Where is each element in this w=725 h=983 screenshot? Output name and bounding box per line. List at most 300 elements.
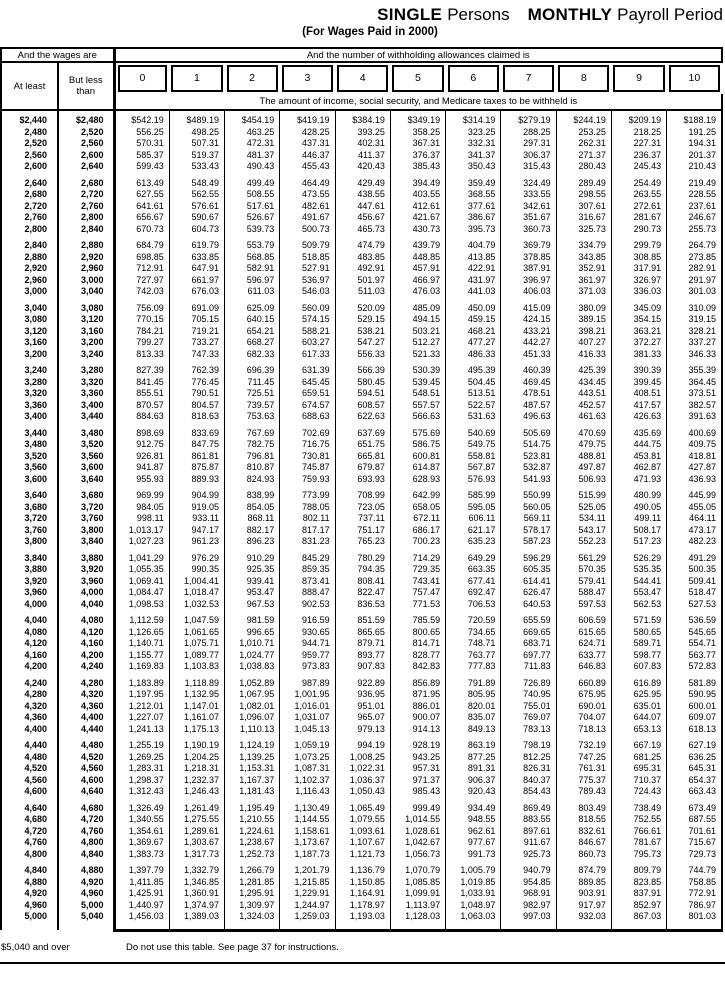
withholding-amount-cell: 912.75 — [114, 439, 169, 451]
withholding-amount-cell: 981.59 — [225, 615, 280, 627]
wage-group — [1, 485, 722, 548]
withholding-amount-cell: 450.09 — [446, 303, 501, 315]
withholding-amount-cell: 818.63 — [169, 411, 224, 423]
table-row — [1, 587, 722, 599]
withholding-amount-cell: 1,144.55 — [280, 814, 335, 826]
allowance-column-header — [390, 62, 445, 94]
withholding-amount-cell: 594.51 — [335, 388, 390, 400]
table-row — [1, 439, 722, 451]
allowances-section-header: And the number of withholding allowances claimed is — [114, 48, 722, 62]
withholding-amount-cell: 500.73 — [280, 224, 335, 236]
wage-but-less-cell: 2,760 — [58, 201, 114, 213]
withholding-amount-cell: 851.59 — [335, 615, 390, 627]
wage-at-least-cell: 2,560 — [1, 150, 58, 162]
withholding-amount-cell: 933.11 — [169, 513, 224, 525]
table-row — [1, 525, 722, 537]
wage-at-least-cell: 4,280 — [1, 689, 58, 701]
wage-but-less-cell: 3,880 — [58, 553, 114, 565]
withholding-amount-cell: 1,010.71 — [225, 638, 280, 650]
withholding-amount-cell: 390.39 — [611, 365, 666, 377]
withholding-amount-cell: 674.57 — [280, 400, 335, 412]
withholding-amount-cell: 527.91 — [280, 263, 335, 275]
withholding-amount-cell: 668.27 — [225, 337, 280, 349]
table-header — [1, 48, 722, 110]
withholding-amount-cell: 733.27 — [169, 337, 224, 349]
withholding-amount-cell: 520.09 — [335, 303, 390, 315]
withholding-amount-cell: 290.73 — [611, 224, 666, 236]
withholding-amount-cell: 1,252.73 — [225, 849, 280, 861]
withholding-amount-cell: 506.93 — [556, 474, 611, 486]
withholding-amount-cell: 663.35 — [446, 564, 501, 576]
withholding-amount-cell: 590.95 — [667, 689, 722, 701]
withholding-amount-cell: 898.69 — [114, 428, 169, 440]
withholding-amount-cell: 649.29 — [446, 553, 501, 565]
withholding-amount-cell: 1,121.73 — [335, 849, 390, 861]
allowance-count-label: 7 — [503, 65, 554, 92]
withholding-amount-cell: 570.31 — [114, 138, 169, 150]
wage-at-least-cell: 4,680 — [1, 814, 58, 826]
withholding-amount-cell: 552.23 — [556, 536, 611, 548]
withholding-amount-cell: 954.85 — [501, 877, 556, 889]
withholding-amount-cell: 1,085.85 — [390, 877, 445, 889]
wage-but-less-cell: 4,280 — [58, 678, 114, 690]
withholding-amount-cell: 997.03 — [501, 911, 556, 923]
withholding-amount-cell: 1,070.79 — [390, 865, 445, 877]
withholding-amount-cell: 775.37 — [556, 775, 611, 787]
withholding-amount-cell: 280.43 — [556, 161, 611, 173]
withholding-amount-cell: 753.63 — [225, 411, 280, 423]
withholding-amount-cell: 841.45 — [114, 377, 169, 389]
withholding-amount-cell: 597.53 — [556, 599, 611, 611]
withholding-amount-cell: 1,147.01 — [169, 701, 224, 713]
withholding-amount-cell: 600.01 — [667, 701, 722, 713]
withholding-amount-cell: 1,118.89 — [169, 678, 224, 690]
withholding-amount-cell: 704.07 — [556, 712, 611, 724]
table-row — [1, 888, 722, 900]
withholding-amount-cell: 826.31 — [501, 763, 556, 775]
withholding-amount-cell: 654.21 — [225, 326, 280, 338]
wage-but-less-cell: 3,360 — [58, 388, 114, 400]
withholding-amount-cell: 595.05 — [446, 502, 501, 514]
withholding-amount-cell: 376.37 — [390, 150, 445, 162]
wage-at-least-cell: 4,720 — [1, 826, 58, 838]
withholding-amount-cell: 930.65 — [280, 627, 335, 639]
withholding-amount-cell: 1,241.13 — [114, 724, 169, 736]
withholding-amount-cell: 1,289.61 — [169, 826, 224, 838]
withholding-amount-cell: 1,096.07 — [225, 712, 280, 724]
header-row-columns — [1, 62, 722, 94]
withholding-amount-cell: 539.73 — [225, 224, 280, 236]
withholding-amount-cell: 616.89 — [611, 678, 666, 690]
withholding-amount-cell: 389.15 — [556, 314, 611, 326]
withholding-amount-cell: 483.85 — [335, 252, 390, 264]
table-row — [1, 826, 722, 838]
withholding-amount-cell: 479.75 — [556, 439, 611, 451]
wage-group — [1, 173, 722, 236]
withholding-amount-cell: 835.07 — [446, 712, 501, 724]
allowance-count-label: 6 — [448, 65, 499, 92]
at-least-column-header: At least — [1, 62, 58, 110]
wage-but-less-cell: 2,520 — [58, 127, 114, 139]
wage-at-least-cell: 4,000 — [1, 599, 58, 611]
withholding-amount-cell: 808.41 — [335, 576, 390, 588]
withholding-amount-cell: 501.97 — [335, 275, 390, 287]
withholding-amount-cell: 417.57 — [611, 400, 666, 412]
withholding-amount-cell: 415.09 — [501, 303, 556, 315]
wage-but-less-cell: 4,040 — [58, 599, 114, 611]
withholding-amount-cell: 1,340.55 — [114, 814, 169, 826]
withholding-amount-cell: 681.25 — [611, 752, 666, 764]
withholding-amount-cell: 672.11 — [390, 513, 445, 525]
wage-at-least-cell: 2,720 — [1, 201, 58, 213]
wage-at-least-cell: 4,560 — [1, 775, 58, 787]
wage-but-less-cell: 4,920 — [58, 877, 114, 889]
withholding-amount-cell: 509.79 — [280, 240, 335, 252]
wage-at-least-cell: 4,800 — [1, 849, 58, 861]
withholding-amount-cell: 1,055.35 — [114, 564, 169, 576]
withholding-amount-cell: 998.11 — [114, 513, 169, 525]
withholding-amount-cell: 513.51 — [446, 388, 501, 400]
allowance-column-header — [556, 62, 611, 94]
withholding-amount-cell: 1,210.55 — [225, 814, 280, 826]
table-row — [1, 763, 722, 775]
withholding-amount-cell: 903.91 — [556, 888, 611, 900]
withholding-amount-cell: 563.77 — [667, 650, 722, 662]
withholding-amount-cell: 833.69 — [169, 428, 224, 440]
withholding-amount-cell: 535.35 — [611, 564, 666, 576]
wage-but-less-cell: 3,520 — [58, 439, 114, 451]
withholding-amount-cell: 393.25 — [335, 127, 390, 139]
table-bottom-edge — [1, 923, 722, 931]
spacer-cell — [114, 923, 169, 931]
table-row — [1, 400, 722, 412]
spacer-cell — [446, 923, 501, 931]
allowance-count-label: 0 — [118, 65, 168, 92]
withholding-amount-cell: 566.39 — [335, 365, 390, 377]
withholding-amount-cell: 670.73 — [114, 224, 169, 236]
withholding-amount-cell: 785.59 — [390, 615, 445, 627]
withholding-amount-cell: 485.09 — [390, 303, 445, 315]
withholding-amount-cell: 756.09 — [114, 303, 169, 315]
wage-but-less-cell: 2,600 — [58, 150, 114, 162]
withholding-amount-cell: 771.53 — [390, 599, 445, 611]
withholding-amount-cell: 715.67 — [667, 837, 722, 849]
spacer-cell — [225, 923, 280, 931]
withholding-amount-cell: 919.05 — [169, 502, 224, 514]
wage-but-less-cell: 4,560 — [58, 763, 114, 775]
withholding-amount-cell: 1,107.67 — [335, 837, 390, 849]
withholding-amount-cell: 323.25 — [446, 127, 501, 139]
wage-at-least-cell: 2,800 — [1, 224, 58, 236]
withholding-amount-cell: 838.99 — [225, 490, 280, 502]
wage-at-least-cell: 3,040 — [1, 303, 58, 315]
withholding-amount-cell: 783.13 — [501, 724, 556, 736]
withholding-amount-cell: 1,087.31 — [280, 763, 335, 775]
wage-but-less-cell: 4,480 — [58, 740, 114, 752]
withholding-amount-cell: 607.83 — [611, 661, 666, 673]
table-row — [1, 462, 722, 474]
withholding-amount-cell: 625.95 — [611, 689, 666, 701]
table-row — [1, 849, 722, 861]
withholding-amount-cell: 1,360.91 — [169, 888, 224, 900]
withholding-amount-cell: 932.03 — [556, 911, 611, 923]
withholding-amount-cell: 425.39 — [556, 365, 611, 377]
withholding-amount-cell: 642.99 — [390, 490, 445, 502]
withholding-amount-cell: 474.79 — [335, 240, 390, 252]
withholding-amount-cell: 877.25 — [446, 752, 501, 764]
wage-but-less-cell: 4,640 — [58, 786, 114, 798]
withholding-amount-cell: 1,312.43 — [114, 786, 169, 798]
withholding-amount-cell: 264.79 — [667, 240, 722, 252]
wage-but-less-cell: 3,920 — [58, 564, 114, 576]
withholding-amount-cell: 794.35 — [335, 564, 390, 576]
withholding-amount-cell: 306.37 — [501, 150, 556, 162]
withholding-amount-cell: 832.61 — [556, 826, 611, 838]
wage-but-less-cell: 3,000 — [58, 275, 114, 287]
withholding-amount-cell: 566.63 — [390, 411, 445, 423]
wage-but-less-cell: 3,480 — [58, 428, 114, 440]
withholding-amount-cell: 444.75 — [611, 439, 666, 451]
withholding-amount-cell: 646.83 — [556, 661, 611, 673]
withholding-amount-cell: 599.43 — [114, 161, 169, 173]
wage-at-least-cell: 3,560 — [1, 462, 58, 474]
withholding-amount-cell: 961.23 — [169, 536, 224, 548]
table-row — [1, 224, 722, 236]
withholding-amount-cell: 1,317.73 — [169, 849, 224, 861]
withholding-amount-cell: 428.25 — [280, 127, 335, 139]
wage-group — [1, 548, 722, 611]
withholding-amount-cell: 968.91 — [501, 888, 556, 900]
withholding-amount-cell: 1,022.31 — [335, 763, 390, 775]
allowance-count-label: 8 — [558, 65, 609, 92]
wage-at-least-cell: 4,840 — [1, 865, 58, 877]
wage-but-less-cell: 4,360 — [58, 701, 114, 713]
table-row — [1, 740, 722, 752]
withholding-amount-cell: 341.37 — [446, 150, 501, 162]
withholding-amount-cell: 870.57 — [114, 400, 169, 412]
withholding-amount-cell: 701.61 — [667, 826, 722, 838]
wage-group — [1, 110, 722, 173]
withholding-amount-cell: 959.77 — [280, 650, 335, 662]
withholding-amount-cell: 817.17 — [280, 525, 335, 537]
withholding-amount-cell: 751.17 — [335, 525, 390, 537]
withholding-amount-cell: 549.75 — [446, 439, 501, 451]
withholding-amount-cell: 409.75 — [667, 439, 722, 451]
withholding-amount-cell: 482.61 — [280, 201, 335, 213]
withholding-amount-cell: 368.55 — [446, 189, 501, 201]
withholding-amount-cell: 500.35 — [667, 564, 722, 576]
table-row — [1, 701, 722, 713]
title-payroll-period: Payroll Period — [617, 5, 723, 24]
withholding-amount-cell: $454.19 — [225, 115, 280, 127]
table-row — [1, 150, 722, 162]
withholding-amount-cell: 790.51 — [169, 388, 224, 400]
withholding-amount-cell: 653.13 — [611, 724, 666, 736]
wage-but-less-cell: 4,080 — [58, 615, 114, 627]
wage-group — [1, 298, 722, 361]
withholding-amount-cell: 1,218.31 — [169, 763, 224, 775]
withholding-amount-cell: 406.03 — [501, 286, 556, 298]
withholding-amount-cell: 1,032.53 — [169, 599, 224, 611]
table-row — [1, 115, 722, 127]
spacer-cell — [1, 923, 58, 931]
withholding-amount-cell: 947.17 — [169, 525, 224, 537]
table-row — [1, 678, 722, 690]
withholding-amount-cell: 729.35 — [390, 564, 445, 576]
withholding-amount-cell: 737.11 — [335, 513, 390, 525]
table-row — [1, 502, 722, 514]
withholding-amount-cell: 700.23 — [390, 536, 445, 548]
withholding-amount-cell: 827.39 — [114, 365, 169, 377]
withholding-amount-cell: 499.49 — [225, 178, 280, 190]
withholding-amount-cell: 1,019.85 — [446, 877, 501, 889]
withholding-amount-cell: 587.23 — [501, 536, 556, 548]
withholding-amount-cell: 687.55 — [667, 814, 722, 826]
withholding-amount-cell: 907.83 — [335, 661, 390, 673]
wage-at-least-cell: 3,960 — [1, 587, 58, 599]
withholding-amount-cell: 611.03 — [225, 286, 280, 298]
withholding-amount-cell: 828.77 — [390, 650, 445, 662]
withholding-amount-cell: 1,298.37 — [114, 775, 169, 787]
withholding-amount-cell: 1,031.07 — [280, 712, 335, 724]
withholding-amount-cell: $489.19 — [169, 115, 224, 127]
withholding-amount-cell: 567.87 — [446, 462, 501, 474]
table-row — [1, 212, 722, 224]
withholding-amount-cell: 367.31 — [390, 138, 445, 150]
withholding-amount-cell: 1,126.65 — [114, 627, 169, 639]
withholding-amount-cell: 1,324.03 — [225, 911, 280, 923]
withholding-amount-cell: 492.91 — [335, 263, 390, 275]
table-row — [1, 661, 722, 673]
withholding-amount-cell: 326.97 — [611, 275, 666, 287]
wage-at-least-cell: 4,600 — [1, 786, 58, 798]
withholding-amount-cell: 570.35 — [556, 564, 611, 576]
withholding-amount-cell: 1,224.61 — [225, 826, 280, 838]
withholding-amount-cell: 435.69 — [611, 428, 666, 440]
allowance-count-label: 9 — [613, 65, 664, 92]
withholding-amount-cell: 527.53 — [667, 599, 722, 611]
wage-at-least-cell: 3,720 — [1, 513, 58, 525]
withholding-amount-cell: 647.91 — [169, 263, 224, 275]
withholding-amount-cell: 457.91 — [390, 263, 445, 275]
withholding-amount-cell: 739.57 — [225, 400, 280, 412]
withholding-amount-cell: 579.41 — [556, 576, 611, 588]
withholding-amount-cell: 381.33 — [611, 349, 666, 361]
withholding-amount-cell: 608.57 — [335, 400, 390, 412]
withholding-amount-cell: 615.65 — [556, 627, 611, 639]
withholding-amount-cell: $209.19 — [611, 115, 666, 127]
table-row — [1, 752, 722, 764]
wage-group — [1, 423, 722, 486]
withholding-amount-cell: 463.25 — [225, 127, 280, 139]
withholding-amount-cell: 395.73 — [446, 224, 501, 236]
withholding-amount-cell: 509.41 — [667, 576, 722, 588]
withholding-amount-cell: 482.23 — [667, 536, 722, 548]
withholding-amount-cell: 1,047.59 — [169, 615, 224, 627]
withholding-amount-cell: 726.89 — [501, 678, 556, 690]
over-range-label: $5,040 and over — [1, 942, 70, 953]
withholding-amount-cell: 987.89 — [280, 678, 335, 690]
withholding-amount-cell: 271.37 — [556, 150, 611, 162]
table-row — [1, 178, 722, 190]
withholding-amount-cell: 614.41 — [501, 576, 556, 588]
wage-at-least-cell: 4,400 — [1, 724, 58, 736]
withholding-amount-cell: 246.67 — [667, 212, 722, 224]
table-row — [1, 303, 722, 315]
withholding-amount-cell: 1,069.41 — [114, 576, 169, 588]
wage-at-least-cell: 4,200 — [1, 661, 58, 673]
wage-at-least-cell: 2,880 — [1, 252, 58, 264]
withholding-amount-cell: 936.95 — [335, 689, 390, 701]
withholding-amount-cell: 854.05 — [225, 502, 280, 514]
withholding-amount-cell: 1,281.85 — [225, 877, 280, 889]
wage-at-least-cell: 4,040 — [1, 615, 58, 627]
withholding-amount-cell: 1,128.03 — [390, 911, 445, 923]
withholding-amount-cell: 628.93 — [390, 474, 445, 486]
withholding-amount-cell: 914.13 — [390, 724, 445, 736]
withholding-amount-cell: 227.31 — [611, 138, 666, 150]
withholding-amount-cell: 688.63 — [280, 411, 335, 423]
wage-at-least-cell: 3,880 — [1, 564, 58, 576]
withholding-amount-cell: 863.19 — [446, 740, 501, 752]
withholding-amount-cell: 604.73 — [169, 224, 224, 236]
withholding-amount-cell: 720.59 — [446, 615, 501, 627]
withholding-amount-cell: 439.79 — [390, 240, 445, 252]
withholding-amount-cell: 351.67 — [501, 212, 556, 224]
withholding-amount-cell: 590.67 — [169, 212, 224, 224]
withholding-amount-cell: 758.85 — [667, 877, 722, 889]
withholding-amount-cell: 568.85 — [225, 252, 280, 264]
withholding-amount-cell: 364.45 — [667, 377, 722, 389]
withholding-amount-cell: 253.25 — [556, 127, 611, 139]
wage-but-less-cell: 4,600 — [58, 775, 114, 787]
group-spacer-row — [1, 923, 722, 931]
wage-at-least-cell: 4,240 — [1, 678, 58, 690]
withholding-amount-cell: 452.57 — [556, 400, 611, 412]
table-row — [1, 638, 722, 650]
withholding-amount-cell: 925.35 — [225, 564, 280, 576]
wage-but-less-cell: 2,840 — [58, 224, 114, 236]
withholding-amount-cell: 581.89 — [667, 678, 722, 690]
withholding-amount-cell: 1,052.89 — [225, 678, 280, 690]
withholding-amount-cell: 1,063.03 — [446, 911, 501, 923]
withholding-amount-cell: 1,303.67 — [169, 837, 224, 849]
wage-but-less-cell: 3,160 — [58, 326, 114, 338]
wage-but-less-cell: 4,760 — [58, 826, 114, 838]
withholding-amount-cell: 723.05 — [335, 502, 390, 514]
withholding-amount-cell: 999.49 — [390, 803, 445, 815]
wage-but-less-cell: 4,120 — [58, 627, 114, 639]
wage-but-less-cell: 3,280 — [58, 365, 114, 377]
withholding-amount-cell: 619.79 — [169, 240, 224, 252]
wage-group — [1, 735, 722, 798]
wage-at-least-cell: 2,600 — [1, 161, 58, 173]
withholding-amount-cell: 847.75 — [169, 439, 224, 451]
withholding-amount-cell: 837.91 — [611, 888, 666, 900]
withholding-amount-cell: 442.27 — [501, 337, 556, 349]
withholding-amount-cell: 382.57 — [667, 400, 722, 412]
table-row — [1, 377, 722, 389]
withholding-amount-cell: 813.33 — [114, 349, 169, 361]
withholding-amount-cell: 420.43 — [335, 161, 390, 173]
withholding-amount-cell: 1,045.13 — [280, 724, 335, 736]
wage-but-less-cell: 2,920 — [58, 252, 114, 264]
withholding-amount-cell: 400.69 — [667, 428, 722, 440]
withholding-amount-cell: 718.13 — [556, 724, 611, 736]
withholding-amount-cell: 897.61 — [501, 826, 556, 838]
title-persons: Persons — [447, 5, 510, 24]
withholding-amount-cell: $349.19 — [390, 115, 445, 127]
